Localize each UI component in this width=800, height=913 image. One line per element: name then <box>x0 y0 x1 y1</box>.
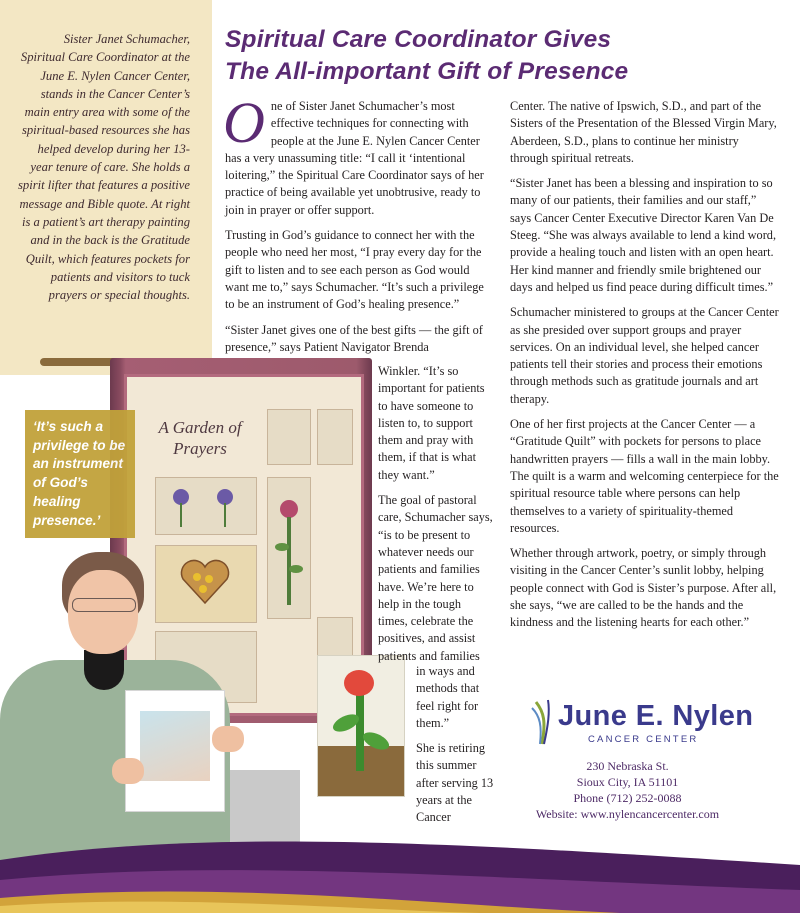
paragraph-text: ne of Sister Janet Schumacher’s most effective techniques for connecting with people at the June E. Nylen Cancer Center has a very unassuming title: “I call it ‘intentional loitering,” the Spiritual Care Coordinator says of her practice of being available yet unobtrusive, ready to join in prayer or offer support. <box>225 99 484 217</box>
painting-flower <box>344 670 374 696</box>
logo-name: June E. Nylen <box>558 700 754 732</box>
bottom-decorative-band <box>0 820 800 913</box>
spirit-lifter-image <box>140 711 210 781</box>
photo-caption: Sister Janet Schumacher, Spiritual Care Coordinator at the June E. Nylen Cancer Center, stands in the Cancer Center’s main entry area with some of the spiritual-based resources she has helped develop during her 13-year tenure of care. She holds a spirit lifter that features a positive message and Bible quote. At right is a patient’s art therapy painting and in the back is the Gratitude Quilt, which features pockets for patients and visitors to tuck prayers or special thoughts. <box>18 32 190 303</box>
article-paragraph: She is retiring this summer after serving 13 years at the Cancer <box>416 741 494 825</box>
article-paragraph: in ways and methods that feel right for them.” <box>416 664 480 730</box>
quilt-square <box>317 409 353 465</box>
quilt-title: A Garden of Prayers <box>158 418 242 458</box>
article-paragraph: Schumacher ministered to groups at the Cancer Center as she presided over support groups and prayer services. On an individual level, she helped cancer patients tell their stories and process their emotions through methods such as gratitude journals and art therapy. <box>510 305 779 406</box>
article-column-2 <box>510 98 780 640</box>
left-hand <box>112 758 144 784</box>
article-paragraph: “Sister Janet has been a blessing and inspiration to so many of our patients, their families and our staff,” says Cancer Center Executive Director Karen Van De Steeg. “She was always available to lend a kind word, provide a healing touch and listen with an open heart. Her kind manner and friendly smile brightened our days and helped us find peace during difficult times.” <box>510 176 777 294</box>
pull-quote: ‘It’s such a privilege to be an instrument of God’s healing presence.’ <box>33 419 126 528</box>
person-face <box>68 570 138 654</box>
sister-janet-photo <box>0 540 300 860</box>
address-street: 230 Nebraska St. <box>586 759 669 773</box>
glasses-icon <box>72 598 136 612</box>
article-paragraph: Winkler. “It’s so important for patients to have someone to listen to, to support them and pray with them, if that is what they want.” <box>378 364 485 482</box>
nylen-cancer-center-logo <box>530 698 754 748</box>
article-paragraph: Center. The native of Ipswich, S.D., and part of the Sisters of the Presentation of the Blessed Virgin Mary, Aberdeen, S.D., plans to continue her ministry through spiritual retreats. <box>510 99 777 165</box>
article-paragraph: Trusting in God’s guidance to connect her with the people who need her most, “I pray every day for the gift to listen and to see each person as God would want me to,” says Schumacher. “It’s such a privilege to be an instrument of God’s healing presence.” <box>225 228 484 312</box>
pull-quote-box <box>25 410 135 538</box>
iris-applique-icon <box>159 481 249 529</box>
painting-stem <box>356 686 364 771</box>
person-neckline <box>84 650 124 690</box>
spirit-lifter-card <box>125 690 225 812</box>
headline-line-1: Spiritual Care Coordinator Gives <box>225 26 612 53</box>
art-therapy-painting <box>317 655 405 797</box>
logo-flame-icon <box>530 698 556 746</box>
address-website[interactable]: Website: www.nylencancercenter.com <box>535 807 720 821</box>
article-wrap-column-lower <box>416 663 494 835</box>
article-wrap-column <box>378 363 493 673</box>
article-paragraph: “Sister Janet gives one of the best gifts — the gift of presence,” says Patient Navigator Brenda <box>225 322 483 354</box>
headline <box>225 24 785 88</box>
drop-cap: O <box>223 90 265 155</box>
caption-panel <box>0 0 212 375</box>
right-hand <box>212 726 244 752</box>
article-paragraph: One of her first projects at the Cancer Center — a “Gratitude Quilt” with pockets for persons to place handwritten prayers — fills a wall in the main lobby. The quilt is a warm and welcoming centerpiece for the spiritual resource table where persons can help themselves to a variety of spirituality-themed resources. <box>510 417 779 535</box>
article-column-1 <box>223 90 493 364</box>
article-paragraph: The goal of pastoral care, Schumacher says, “is to be present to whatever needs our patients and families have. We’re here to help in the tough times, celebrate the positives, and assist patients and families <box>378 493 493 663</box>
quilt-square <box>267 409 311 465</box>
article-paragraph <box>223 90 493 219</box>
headline-line-2: The All-important Gift of Presence <box>225 58 629 85</box>
article-paragraph: Whether through artwork, poetry, or simply through visiting in the Cancer Center’s sunlit lobby, helping people connect with God is Sister’s purpose. After all, she says, “we are called to be the hands and the kindness and the listening hearts for each other.” <box>510 546 777 630</box>
address-phone: Phone (712) 252-0088 <box>573 791 682 805</box>
logo-subtitle: CANCER CENTER <box>588 734 699 745</box>
address-city: Sioux City, IA 51101 <box>576 775 679 789</box>
contact-address <box>525 758 730 822</box>
